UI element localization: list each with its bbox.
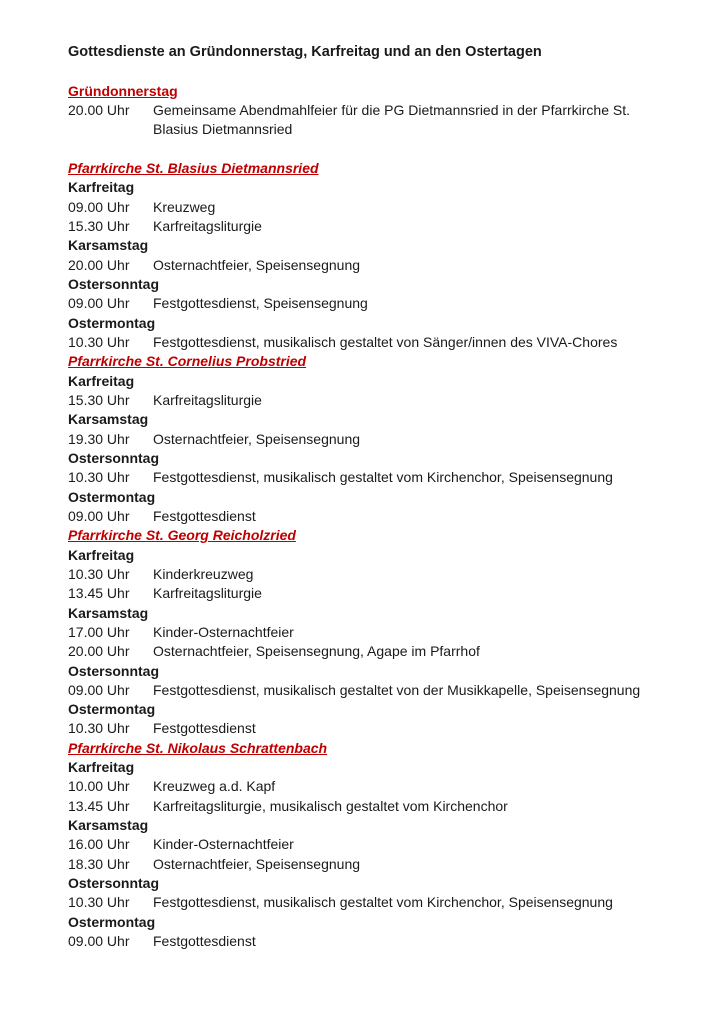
day-heading: Ostersonntag: [68, 275, 160, 292]
service-description: Festgottesdienst: [153, 720, 256, 737]
service-row: [68, 893, 652, 912]
service-row: [68, 584, 652, 603]
document-title: Gottesdienste an Gründonnerstag, Karfreitag und an den Ostertagen: [68, 44, 542, 60]
service-description: Festgottesdienst, Speisensegnung: [153, 295, 368, 312]
service-time: 15.30 Uhr: [68, 217, 130, 234]
service-time: 09.00 Uhr: [68, 295, 130, 312]
service-time: 10.30 Uhr: [68, 333, 130, 350]
service-description: Kreuzweg a.d. Kapf: [153, 778, 276, 795]
service-description: Festgottesdienst, musikalisch gestaltet vom Kirchenchor, Speisensegnung: [153, 469, 613, 486]
service-description: Karfreitagsliturgie: [153, 391, 262, 408]
day-heading: Karfreitag: [68, 372, 135, 389]
day-heading: Karsamstag: [68, 817, 149, 834]
day-heading: Karsamstag: [68, 411, 149, 428]
service-row: [68, 333, 652, 352]
service-row: [68, 855, 652, 874]
service-description: Kreuzweg: [153, 198, 216, 215]
service-description: Festgottesdienst, musikalisch gestaltet von der Musikkapelle, Speisensegnung: [153, 681, 641, 698]
church-sections: [68, 159, 652, 951]
service-row: [68, 507, 652, 526]
service-description: Kinder-Osternachtfeier: [153, 836, 294, 853]
service-time: 09.00 Uhr: [68, 507, 130, 524]
day-list: [68, 758, 652, 951]
service-description: Festgottesdienst: [153, 933, 256, 950]
service-row: [68, 835, 652, 854]
service-row: [68, 430, 652, 449]
day-list: [68, 546, 652, 739]
service-description: Festgottesdienst, musikalisch gestaltet von Sänger/innen des VIVA-Chores: [153, 333, 618, 350]
service-row: [68, 565, 652, 584]
service-time: 10.30 Uhr: [68, 720, 130, 737]
service-time: 09.00 Uhr: [68, 681, 130, 698]
service-time: 18.30 Uhr: [68, 855, 130, 872]
service-row: [68, 198, 652, 217]
service-description: Osternachtfeier, Speisensegnung: [153, 256, 361, 273]
service-row: [68, 681, 652, 700]
day-heading: Ostersonntag: [68, 875, 160, 892]
day-heading: Karfreitag: [68, 759, 135, 776]
day-heading: Ostermontag: [68, 913, 156, 930]
service-row: [68, 256, 652, 275]
service-description: Gemeinsame Abendmahlfeier für die PG Dietmannsried in der Pfarrkirche St. Blasius Dietmannsried: [153, 101, 630, 138]
service-description: Osternachtfeier, Speisensegnung, Agape im Pfarrhof: [153, 643, 480, 660]
service-time: 20.00 Uhr: [68, 643, 130, 660]
service-description: Karfreitagsliturgie: [153, 585, 262, 602]
service-row: [68, 101, 652, 140]
service-row: [68, 777, 652, 796]
day-heading: Ostersonntag: [68, 449, 160, 466]
church-section: [68, 352, 652, 526]
service-row: [68, 217, 652, 236]
service-time: 20.00 Uhr: [68, 256, 130, 273]
service-time: 13.45 Uhr: [68, 797, 130, 814]
church-section: [68, 739, 652, 952]
service-description: Osternachtfeier, Speisensegnung: [153, 855, 361, 872]
service-row: [68, 623, 652, 642]
service-time: 15.30 Uhr: [68, 391, 130, 408]
day-heading: Karsamstag: [68, 237, 149, 254]
blank-line: [68, 140, 652, 159]
service-description: Kinder-Osternachtfeier: [153, 623, 294, 640]
service-description: Festgottesdienst, musikalisch gestaltet vom Kirchenchor, Speisensegnung: [153, 894, 613, 911]
service-row: [68, 391, 652, 410]
service-row: [68, 932, 652, 951]
service-row: [68, 642, 652, 661]
church-heading: Pfarrkirche St. Nikolaus Schrattenbach: [68, 739, 328, 756]
service-description: Karfreitagsliturgie: [153, 217, 262, 234]
day-heading: Ostermontag: [68, 701, 156, 718]
church-heading: Pfarrkirche St. Georg Reicholzried: [68, 527, 296, 544]
service-time: 17.00 Uhr: [68, 623, 130, 640]
service-description: Osternachtfeier, Speisensegnung: [153, 430, 361, 447]
service-description: Karfreitagsliturgie, musikalisch gestaltet vom Kirchenchor: [153, 797, 508, 814]
day-heading: Karfreitag: [68, 546, 135, 563]
service-time: 16.00 Uhr: [68, 836, 130, 853]
service-time: 10.00 Uhr: [68, 778, 130, 795]
day-heading: Ostermontag: [68, 488, 156, 505]
service-row: [68, 797, 652, 816]
church-section: [68, 526, 652, 739]
service-time: 10.30 Uhr: [68, 565, 130, 582]
church-heading: Pfarrkirche St. Blasius Dietmannsried: [68, 159, 319, 176]
service-row: [68, 468, 652, 487]
service-time: 09.00 Uhr: [68, 933, 130, 950]
service-time: 13.45 Uhr: [68, 585, 130, 602]
service-time: 10.30 Uhr: [68, 469, 130, 486]
day-heading: Ostersonntag: [68, 662, 160, 679]
service-description: Festgottesdienst: [153, 507, 256, 524]
service-description: Kinderkreuzweg: [153, 565, 254, 582]
service-time: 10.30 Uhr: [68, 894, 130, 911]
day-heading: Karsamstag: [68, 604, 149, 621]
day-heading: Ostermontag: [68, 314, 156, 331]
church-section: [68, 159, 652, 352]
day-list: [68, 178, 652, 352]
service-row: [68, 294, 652, 313]
service-row: [68, 719, 652, 738]
service-time: 20.00 Uhr: [68, 101, 130, 118]
day-heading: Karfreitag: [68, 179, 135, 196]
intro-day-heading: Gründonnerstag: [68, 82, 178, 99]
day-list: [68, 372, 652, 527]
service-time: 19.30 Uhr: [68, 430, 130, 447]
service-time: 09.00 Uhr: [68, 198, 130, 215]
church-heading: Pfarrkirche St. Cornelius Probstried: [68, 353, 307, 370]
blank-line: [68, 62, 652, 81]
